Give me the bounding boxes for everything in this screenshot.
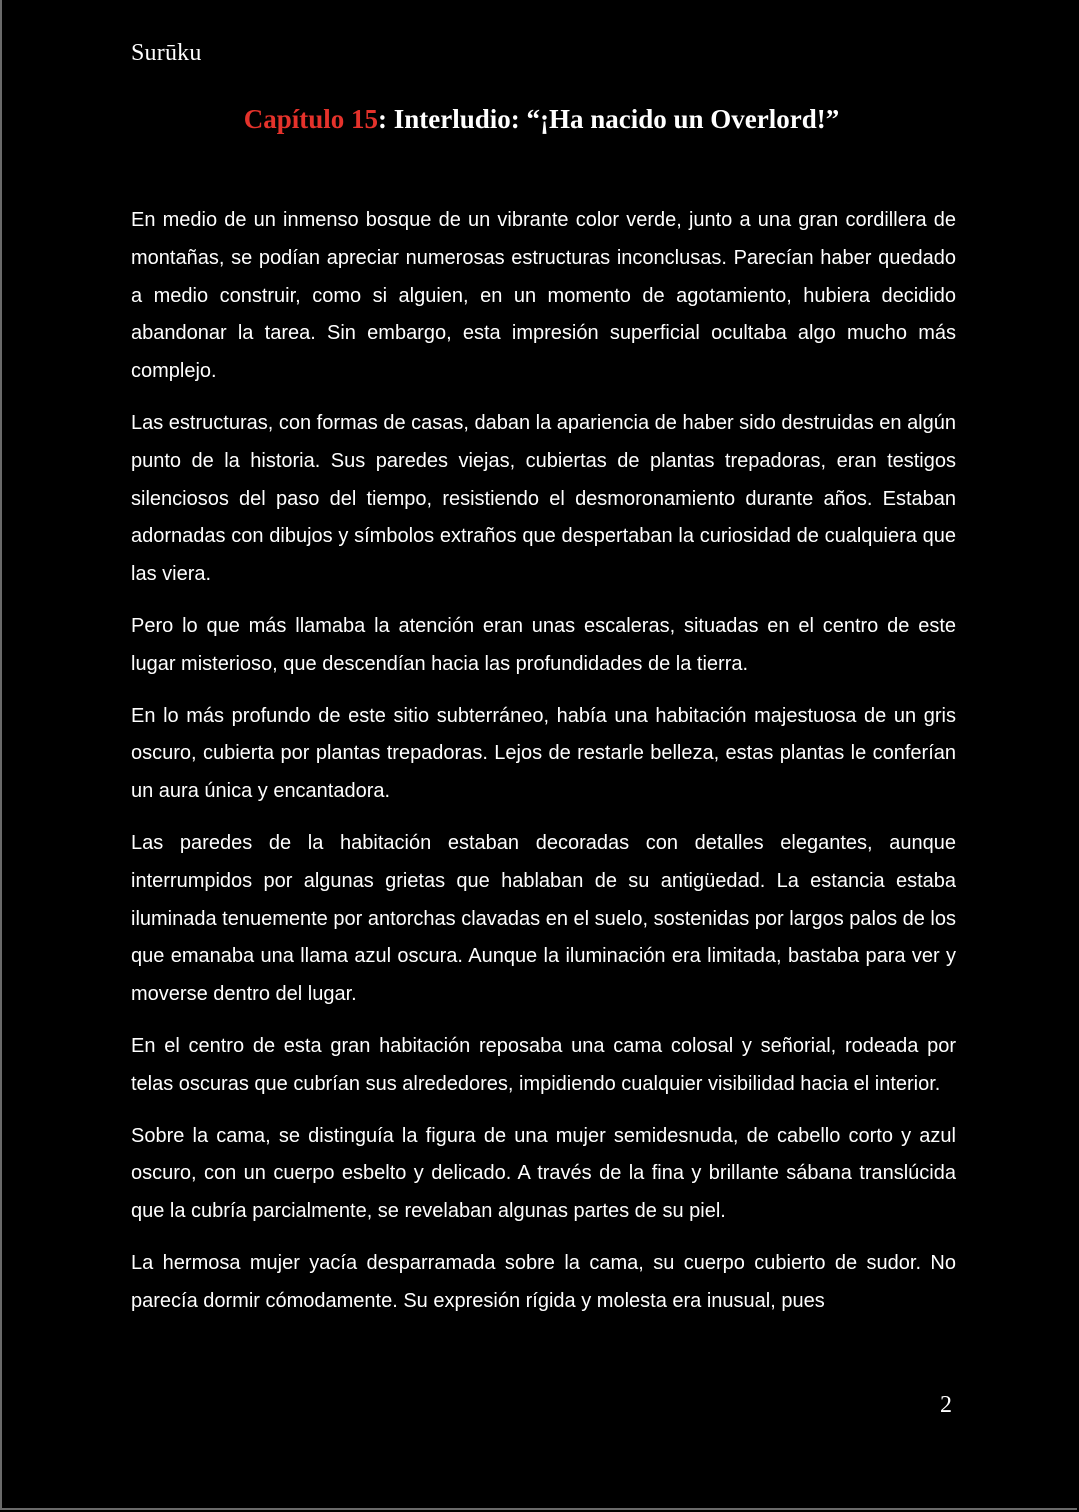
chapter-title-text: Interludio: “¡Ha nacido un Overlord!” <box>393 104 840 134</box>
paragraph: En lo más profundo de este sitio subterráneo, había una habitación majestuosa de un gris oscuro, cubierta por plantas trepadoras. Lejos de restarle belleza, estas plantas le conferían un aura única y encantadora. <box>131 704 956 803</box>
chapter-title <box>2 104 1079 135</box>
paragraph: Pero lo que más llamaba la atención eran unas escaleras, situadas en el centro de este lugar misterioso, que descendían hacia las profundidades de la tierra. <box>131 614 956 675</box>
chapter-title-separator: : <box>378 104 394 134</box>
paragraph: En el centro de esta gran habitación reposaba una cama colosal y señorial, rodeada por telas oscuras que cubrían sus alrededores, impidiendo cualquier visibilidad hacia el interior. <box>131 1034 956 1095</box>
running-header-author: Surūku <box>131 40 202 66</box>
chapter-number-label: Capítulo 15 <box>243 104 378 134</box>
paragraph: Las estructuras, con formas de casas, daban la apariencia de haber sido destruidas en algún punto de la historia. Sus paredes viejas, cubiertas de plantas trepadoras, eran testigos silenciosos del paso del tiempo, resistiendo el desmoronamiento durante años. Estaban adornadas con dibujos y símbolos extraños que despertaban la curiosidad de cualquiera que las viera. <box>131 411 956 586</box>
paragraph: Sobre la cama, se distinguía la figura de una mujer semidesnuda, de cabello corto y azul oscuro, con un cuerpo esbelto y delicado. A través de la fina y brillante sábana translúcida que la cubría parcialmente, se revelaban algunas partes de su piel. <box>131 1124 956 1223</box>
paragraph: En medio de un inmenso bosque de un vibrante color verde, junto a una gran cordillera de montañas, se podían apreciar numerosas estructuras inconclusas. Parecían haber quedado a medio construir, como si alguien, en un momento de agotamiento, hubiera decidido abandonar la tarea. Sin embargo, esta impresión superficial ocultaba algo mucho más complejo. <box>131 209 956 383</box>
paragraph: Las paredes de la habitación estaban decoradas con detalles elegantes, aunque interrumpidos por algunas grietas que hablaban de su antigüedad. La estancia estaba iluminada tenuemente por antorchas clavadas en el suelo, sostenidas por largos palos de los que emanaba una llama azul oscura. Aunque la iluminación era limitada, bastaba para ver y moverse dentro del lugar. <box>131 831 956 1006</box>
chapter-body <box>131 202 956 1335</box>
page-number: 2 <box>940 1392 952 1418</box>
paragraph: La hermosa mujer yacía desparramada sobre la cama, su cuerpo cubierto de sudor. No parecía dormir cómodamente. Su expresión rígida y molesta era inusual, pues <box>131 1251 956 1312</box>
